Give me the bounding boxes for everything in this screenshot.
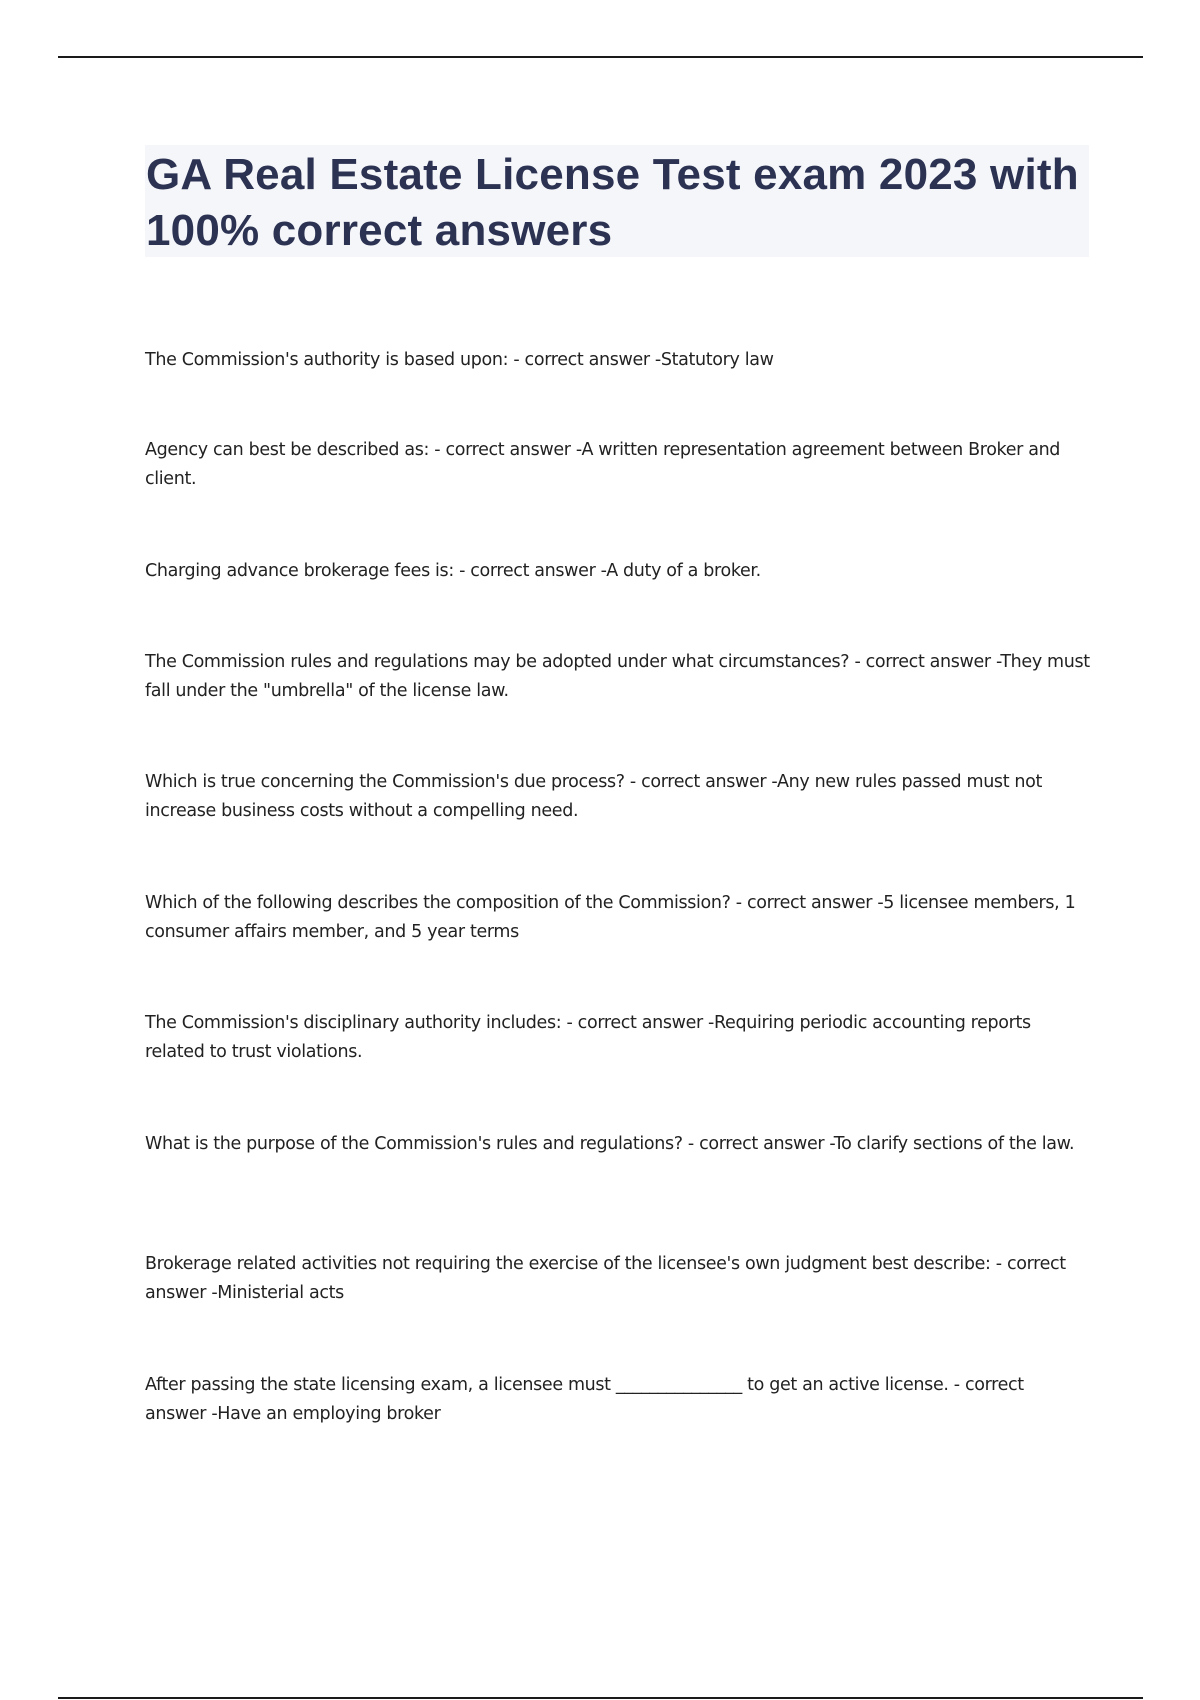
question-text: The Commission rules and regulations may be adopted under what circumstances? bbox=[145, 652, 850, 672]
question-text: Which is true concerning the Commission's due process? bbox=[145, 772, 625, 792]
answer-separator: - correct answer - bbox=[624, 772, 778, 792]
answer-separator: - correct answer - bbox=[730, 893, 884, 913]
answer-text: To clarify sections of the law. bbox=[833, 1134, 1075, 1154]
question-text: After passing the state licensing exam, a licensee must _______________ to get an active license. bbox=[145, 1375, 949, 1395]
qa-item bbox=[145, 889, 1090, 947]
answer-text: Have an employing broker bbox=[217, 1404, 441, 1424]
answer-separator: - correct answer - bbox=[508, 350, 661, 370]
answer-text: Requiring periodic accounting reports related to trust violations. bbox=[145, 1013, 1037, 1062]
qa-item bbox=[145, 1371, 1090, 1429]
question-text: The Commission's authority is based upon: bbox=[145, 350, 509, 370]
answer-separator: - correct answer - bbox=[849, 652, 1001, 672]
question-text: Agency can best be described as: bbox=[145, 440, 430, 460]
answer-separator: - correct answer - bbox=[429, 440, 582, 460]
question-text: The Commission's disciplinary authority includes: bbox=[145, 1013, 562, 1033]
answer-separator: - correct answer - bbox=[561, 1013, 715, 1033]
question-text: Brokerage related activities not requiring the exercise of the licensee's own judgment best describe: bbox=[145, 1254, 991, 1274]
answer-text: A written representation agreement between Broker and client. bbox=[145, 440, 1066, 489]
answer-separator: - correct answer - bbox=[453, 561, 607, 581]
question-text: What is the purpose of the Commission's rules and regulations? bbox=[145, 1134, 683, 1154]
answer-text: Statutory law bbox=[660, 350, 774, 370]
bottom-rule bbox=[58, 1697, 1143, 1699]
document-title: GA Real Estate License Test exam 2023 with 100% correct answers bbox=[146, 150, 1079, 255]
answer-text: They must fall under the "umbrella" of the license law. bbox=[145, 652, 1095, 701]
qa-item bbox=[145, 1009, 1090, 1067]
qa-item bbox=[145, 768, 1090, 826]
question-text: Which of the following describes the composition of the Commission? bbox=[145, 893, 731, 913]
qa-item bbox=[145, 648, 1095, 706]
answer-text: Ministerial acts bbox=[217, 1283, 344, 1303]
qa-item bbox=[145, 346, 1090, 375]
qa-item bbox=[145, 1250, 1090, 1308]
answer-text: Any new rules passed must not increase business costs without a compelling need. bbox=[145, 772, 1048, 821]
qa-item bbox=[145, 1130, 1090, 1159]
top-rule bbox=[58, 56, 1143, 58]
answer-separator: - correct answer - bbox=[682, 1134, 834, 1154]
answer-separator: - correct answer - bbox=[145, 1375, 1030, 1424]
qa-item bbox=[145, 557, 1090, 586]
answer-separator: - correct answer - bbox=[145, 1254, 1072, 1303]
question-text: Charging advance brokerage fees is: bbox=[145, 561, 454, 581]
answer-text: 5 licensee members, 1 consumer affairs member, and 5 year terms bbox=[145, 893, 1081, 942]
qa-item bbox=[145, 436, 1090, 494]
answer-text: A duty of a broker. bbox=[606, 561, 761, 581]
